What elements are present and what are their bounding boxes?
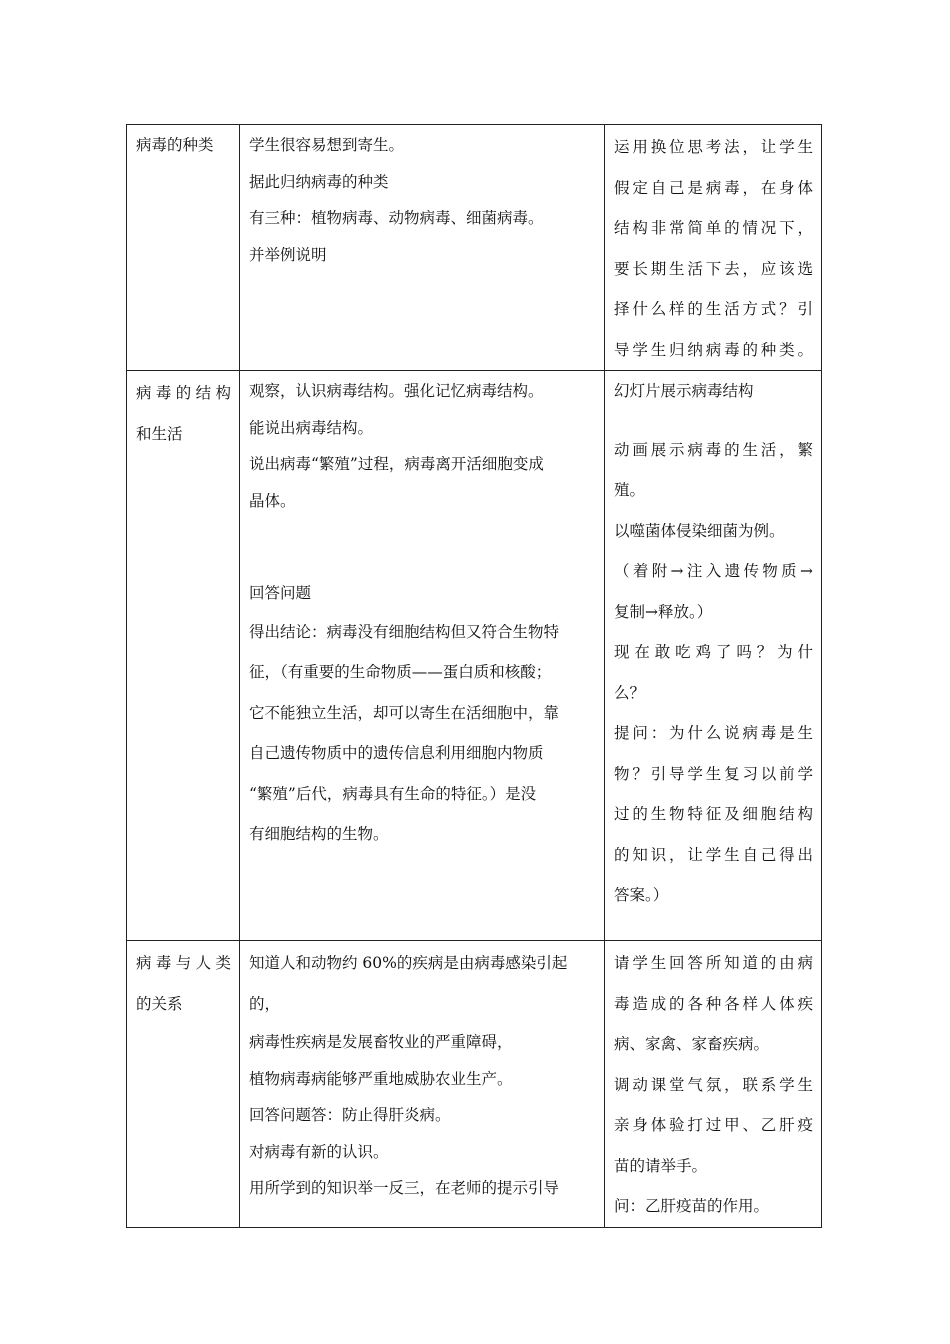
student-line: 的， [249,994,281,1013]
teacher-line: 过的生物特征及细胞结构 [614,805,813,823]
teacher-line: 问：乙肝疫苗的作用。 [614,1197,770,1215]
teacher-line: 现在敢吃鸡了吗？为什 [614,643,813,661]
topic-cell [127,125,240,371]
student-line: 观察，认识病毒结构。强化记忆病毒结构。 [249,382,544,400]
teacher-line: 运用换位思考法，让学生 [614,138,813,156]
student-line: 得出结论：病毒没有细胞结构但又符合生物特 [249,622,560,641]
student-line: 说出病毒“繁殖”过程，病毒离开活细胞变成 [249,455,544,473]
student-line: 有三种：植物病毒、动物病毒、细菌病毒。 [249,209,544,227]
teacher-line: 物？引导学生复习以前学 [614,764,813,783]
teacher-line: 殖。 [614,481,646,499]
teacher-line: 假定自己是病毒，在身体 [614,178,813,197]
teacher-line: 择什么样的生活方式？引 [614,300,813,318]
teacher-activity-cell [605,941,822,1228]
topic-cell [127,371,240,941]
student-line: 据此归纳病毒的种类 [249,172,389,191]
student-activity-cell [240,941,605,1228]
teacher-line: 以噬菌体侵染细菌为例。 [614,521,785,540]
teacher-line: 导学生归纳病毒的种类。 [614,340,813,359]
topic-line: 病毒的种类 [136,136,214,154]
teacher-line: 幻灯片展示病毒结构 [614,382,754,400]
table-row [127,941,822,1228]
student-line: 知道人和动物约 60%的疾病是由病毒感染引起 [249,954,568,972]
table-row [127,125,822,371]
teacher-line: 答案。） [614,886,669,904]
lesson-plan-table [126,124,822,1228]
student-line: 学生很容易想到寄生。 [249,136,405,154]
student-line: 有细胞结构的生物。 [249,825,389,843]
teacher-line: 复制→释放。） [614,602,713,621]
student-line: 并举例说明 [249,245,327,264]
teacher-line: 调动课堂气氛，联系学生 [614,1075,813,1094]
teacher-activity-cell [605,371,822,941]
teacher-line: 请学生回答所知道的由病 [614,954,813,972]
student-line: 回答问题答：防止得肝炎病。 [249,1106,451,1124]
teacher-line: 病、家禽、家畜疾病。 [614,1035,770,1053]
teacher-line: 毒造成的各种各样人体疾 [614,994,813,1013]
student-activity-cell [240,125,605,371]
teacher-activity-cell [605,125,822,371]
student-line: 它不能独立生活，却可以寄生在活细胞中，靠 [249,703,560,722]
student-line: 能说出病毒结构。 [249,418,374,437]
student-line: “繁殖”后代，病毒具有生命的特征。）是没 [249,784,537,803]
student-line: 晶体。 [249,491,296,510]
student-line: 植物病毒病能够严重地威胁农业生产。 [249,1069,513,1088]
teacher-line: 亲身体验打过甲、乙肝疫 [614,1116,813,1134]
teacher-line: 动画展示病毒的生活，繁 [614,440,813,459]
teacher-line: （着附→注入遗传物质→ [614,562,813,580]
topic-line: 和生活 [136,425,183,443]
student-line: 征，（有重要的生命物质——蛋白质和核酸； [249,663,552,681]
student-line: 用所学到的知识举一反三，在老师的提示引导 [249,1179,560,1197]
teacher-line: 苗的请举手。 [614,1156,708,1175]
teacher-line: 提问：为什么说病毒是生 [614,724,813,742]
teacher-line: 的知识，让学生自己得出 [614,845,813,864]
student-line: 对病毒有新的认识。 [249,1142,389,1161]
topic-line: 病毒的结构 [136,384,231,402]
topic-line: 病毒与人类 [136,954,231,972]
topic-cell [127,941,240,1228]
student-line: 自己遗传物质中的遗传信息利用细胞内物质 [249,744,544,762]
student-activity-cell [240,371,605,941]
teacher-line: 么？ [614,683,646,702]
table-row [127,371,822,941]
teacher-line: 要长期生活下去，应该选 [614,259,813,278]
student-line: 回答问题 [249,584,312,602]
student-line: 病毒性疾病是发展畜牧业的严重障碍， [249,1033,513,1051]
teacher-line: 结构非常简单的情况下， [614,219,813,237]
topic-line: 的关系 [136,995,183,1013]
